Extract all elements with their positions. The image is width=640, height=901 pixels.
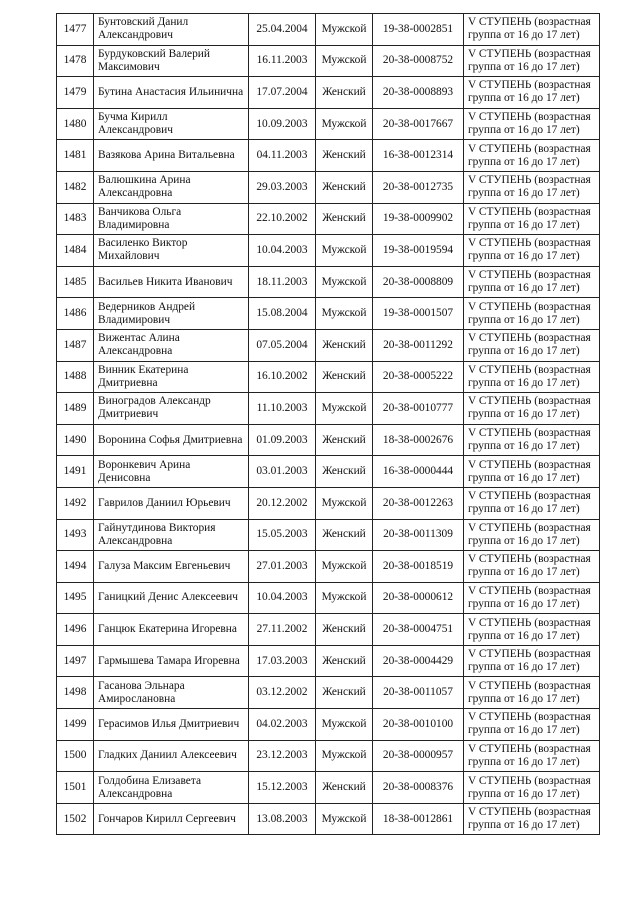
row-number-cell: 1480 [57, 108, 94, 140]
full-name-cell: Гончаров Кирилл Сергеевич [94, 803, 249, 835]
table-row [57, 803, 600, 835]
birth-date-cell: 13.08.2003 [249, 803, 316, 835]
full-name-cell: Голдобина Елизавета Александровна [94, 772, 249, 804]
birth-date-cell: 22.10.2002 [249, 203, 316, 235]
birth-date-cell: 15.05.2003 [249, 519, 316, 551]
birth-date-cell: 11.10.2003 [249, 393, 316, 425]
birth-date-cell: 23.12.2003 [249, 740, 316, 772]
table-row [57, 740, 600, 772]
stage-group-cell: V СТУПЕНЬ (возрастная группа от 16 до 17 лет) [464, 329, 600, 361]
full-name-cell: Гладких Даниил Алексеевич [94, 740, 249, 772]
uin-number-cell: 20-38-0012263 [373, 487, 464, 519]
stage-group-cell: V СТУПЕНЬ (возрастная группа от 16 до 17 лет) [464, 266, 600, 298]
gender-cell: Женский [316, 772, 373, 804]
gender-cell: Женский [316, 456, 373, 488]
birth-date-cell: 04.11.2003 [249, 140, 316, 172]
uin-number-cell: 20-38-0018519 [373, 551, 464, 583]
birth-date-cell: 10.04.2003 [249, 235, 316, 267]
gender-cell: Женский [316, 329, 373, 361]
gender-cell: Мужской [316, 551, 373, 583]
row-number-cell: 1497 [57, 645, 94, 677]
uin-number-cell: 19-38-0019594 [373, 235, 464, 267]
gender-cell: Мужской [316, 803, 373, 835]
uin-number-cell: 20-38-0000612 [373, 582, 464, 614]
stage-group-cell: V СТУПЕНЬ (возрастная группа от 16 до 17 лет) [464, 487, 600, 519]
stage-group-cell: V СТУПЕНЬ (возрастная группа от 16 до 17 лет) [464, 456, 600, 488]
full-name-cell: Василенко Виктор Михайлович [94, 235, 249, 267]
gender-cell: Женский [316, 77, 373, 109]
table-row [57, 45, 600, 77]
stage-group-cell: V СТУПЕНЬ (возрастная группа от 16 до 17 лет) [464, 235, 600, 267]
full-name-cell: Гармышева Тамара Игоревна [94, 645, 249, 677]
stage-group-cell: V СТУПЕНЬ (возрастная группа от 16 до 17 лет) [464, 361, 600, 393]
uin-number-cell: 19-38-0002851 [373, 14, 464, 46]
gender-cell: Мужской [316, 14, 373, 46]
row-number-cell: 1492 [57, 487, 94, 519]
birth-date-cell: 18.11.2003 [249, 266, 316, 298]
uin-number-cell: 19-38-0001507 [373, 298, 464, 330]
birth-date-cell: 04.02.2003 [249, 709, 316, 741]
full-name-cell: Бунтовский Данил Александрович [94, 14, 249, 46]
birth-date-cell: 03.12.2002 [249, 677, 316, 709]
gender-cell: Мужской [316, 235, 373, 267]
full-name-cell: Винник Екатерина Дмитриевна [94, 361, 249, 393]
gender-cell: Женский [316, 361, 373, 393]
stage-group-cell: V СТУПЕНЬ (возрастная группа от 16 до 17 лет) [464, 203, 600, 235]
birth-date-cell: 27.01.2003 [249, 551, 316, 583]
gender-cell: Мужской [316, 393, 373, 425]
birth-date-cell: 15.12.2003 [249, 772, 316, 804]
full-name-cell: Ганцюк Екатерина Игоревна [94, 614, 249, 646]
birth-date-cell: 10.09.2003 [249, 108, 316, 140]
full-name-cell: Бучма Кирилл Александрович [94, 108, 249, 140]
row-number-cell: 1482 [57, 171, 94, 203]
table-row [57, 235, 600, 267]
row-number-cell: 1496 [57, 614, 94, 646]
row-number-cell: 1489 [57, 393, 94, 425]
full-name-cell: Воронкевич Арина Денисовна [94, 456, 249, 488]
row-number-cell: 1491 [57, 456, 94, 488]
table-row [57, 298, 600, 330]
participants-table [56, 13, 600, 835]
uin-number-cell: 20-38-0011309 [373, 519, 464, 551]
uin-number-cell: 20-38-0004751 [373, 614, 464, 646]
full-name-cell: Бурдуковский Валерий Максимович [94, 45, 249, 77]
birth-date-cell: 20.12.2002 [249, 487, 316, 519]
full-name-cell: Бутина Анастасия Ильинична [94, 77, 249, 109]
full-name-cell: Гаврилов Даниил Юрьевич [94, 487, 249, 519]
stage-group-cell: V СТУПЕНЬ (возрастная группа от 16 до 17 лет) [464, 171, 600, 203]
row-number-cell: 1478 [57, 45, 94, 77]
stage-group-cell: V СТУПЕНЬ (возрастная группа от 16 до 17 лет) [464, 803, 600, 835]
table-row [57, 266, 600, 298]
table-row [57, 519, 600, 551]
table-row [57, 772, 600, 804]
full-name-cell: Ведерников Андрей Владимирович [94, 298, 249, 330]
stage-group-cell: V СТУПЕНЬ (возрастная группа от 16 до 17 лет) [464, 772, 600, 804]
table-row [57, 677, 600, 709]
stage-group-cell: V СТУПЕНЬ (возрастная группа от 16 до 17 лет) [464, 614, 600, 646]
birth-date-cell: 10.04.2003 [249, 582, 316, 614]
stage-group-cell: V СТУПЕНЬ (возрастная группа от 16 до 17 лет) [464, 582, 600, 614]
table-row [57, 487, 600, 519]
gender-cell: Женский [316, 614, 373, 646]
uin-number-cell: 20-38-0008809 [373, 266, 464, 298]
uin-number-cell: 18-38-0012861 [373, 803, 464, 835]
birth-date-cell: 01.09.2003 [249, 424, 316, 456]
uin-number-cell: 20-38-0008893 [373, 77, 464, 109]
uin-number-cell: 20-38-0005222 [373, 361, 464, 393]
row-number-cell: 1498 [57, 677, 94, 709]
stage-group-cell: V СТУПЕНЬ (возрастная группа от 16 до 17 лет) [464, 14, 600, 46]
full-name-cell: Воронина Софья Дмитриевна [94, 424, 249, 456]
row-number-cell: 1483 [57, 203, 94, 235]
gender-cell: Женский [316, 171, 373, 203]
row-number-cell: 1494 [57, 551, 94, 583]
gender-cell: Мужской [316, 487, 373, 519]
uin-number-cell: 20-38-0010777 [373, 393, 464, 425]
uin-number-cell: 20-38-0008752 [373, 45, 464, 77]
row-number-cell: 1500 [57, 740, 94, 772]
row-number-cell: 1493 [57, 519, 94, 551]
gender-cell: Мужской [316, 582, 373, 614]
table-row [57, 108, 600, 140]
uin-number-cell: 20-38-0011292 [373, 329, 464, 361]
gender-cell: Мужской [316, 298, 373, 330]
birth-date-cell: 15.08.2004 [249, 298, 316, 330]
table-row [57, 582, 600, 614]
gender-cell: Мужской [316, 108, 373, 140]
table-row [57, 14, 600, 46]
stage-group-cell: V СТУПЕНЬ (возрастная группа от 16 до 17 лет) [464, 424, 600, 456]
stage-group-cell: V СТУПЕНЬ (возрастная группа от 16 до 17 лет) [464, 108, 600, 140]
row-number-cell: 1481 [57, 140, 94, 172]
full-name-cell: Герасимов Илья Дмитриевич [94, 709, 249, 741]
birth-date-cell: 25.04.2004 [249, 14, 316, 46]
full-name-cell: Виноградов Александр Дмитриевич [94, 393, 249, 425]
table-row [57, 614, 600, 646]
table-row [57, 424, 600, 456]
uin-number-cell: 16-38-0012314 [373, 140, 464, 172]
table-row [57, 551, 600, 583]
birth-date-cell: 07.05.2004 [249, 329, 316, 361]
row-number-cell: 1488 [57, 361, 94, 393]
full-name-cell: Васильев Никита Иванович [94, 266, 249, 298]
gender-cell: Женский [316, 645, 373, 677]
table-row [57, 645, 600, 677]
gender-cell: Мужской [316, 266, 373, 298]
gender-cell: Женский [316, 140, 373, 172]
gender-cell: Женский [316, 203, 373, 235]
uin-number-cell: 16-38-0000444 [373, 456, 464, 488]
table-row [57, 456, 600, 488]
stage-group-cell: V СТУПЕНЬ (возрастная группа от 16 до 17 лет) [464, 140, 600, 172]
gender-cell: Мужской [316, 45, 373, 77]
row-number-cell: 1495 [57, 582, 94, 614]
table-row [57, 171, 600, 203]
row-number-cell: 1487 [57, 329, 94, 361]
uin-number-cell: 20-38-0008376 [373, 772, 464, 804]
stage-group-cell: V СТУПЕНЬ (возрастная группа от 16 до 17 лет) [464, 519, 600, 551]
row-number-cell: 1477 [57, 14, 94, 46]
stage-group-cell: V СТУПЕНЬ (возрастная группа от 16 до 17 лет) [464, 677, 600, 709]
full-name-cell: Вижентас Алина Александровна [94, 329, 249, 361]
stage-group-cell: V СТУПЕНЬ (возрастная группа от 16 до 17 лет) [464, 298, 600, 330]
uin-number-cell: 18-38-0002676 [373, 424, 464, 456]
table-row [57, 77, 600, 109]
birth-date-cell: 16.11.2003 [249, 45, 316, 77]
uin-number-cell: 20-38-0017667 [373, 108, 464, 140]
row-number-cell: 1490 [57, 424, 94, 456]
row-number-cell: 1486 [57, 298, 94, 330]
stage-group-cell: V СТУПЕНЬ (возрастная группа от 16 до 17 лет) [464, 709, 600, 741]
full-name-cell: Ванчикова Ольга Владимировна [94, 203, 249, 235]
uin-number-cell: 20-38-0004429 [373, 645, 464, 677]
row-number-cell: 1502 [57, 803, 94, 835]
birth-date-cell: 29.03.2003 [249, 171, 316, 203]
birth-date-cell: 17.03.2003 [249, 645, 316, 677]
gender-cell: Женский [316, 424, 373, 456]
gender-cell: Мужской [316, 740, 373, 772]
gender-cell: Мужской [316, 709, 373, 741]
full-name-cell: Вазякова Арина Витальевна [94, 140, 249, 172]
uin-number-cell: 20-38-0000957 [373, 740, 464, 772]
row-number-cell: 1484 [57, 235, 94, 267]
birth-date-cell: 03.01.2003 [249, 456, 316, 488]
table-body [57, 14, 600, 835]
gender-cell: Женский [316, 519, 373, 551]
table-row [57, 361, 600, 393]
stage-group-cell: V СТУПЕНЬ (возрастная группа от 16 до 17 лет) [464, 645, 600, 677]
birth-date-cell: 27.11.2002 [249, 614, 316, 646]
birth-date-cell: 16.10.2002 [249, 361, 316, 393]
uin-number-cell: 20-38-0012735 [373, 171, 464, 203]
full-name-cell: Ганицкий Денис Алексеевич [94, 582, 249, 614]
table-row [57, 709, 600, 741]
row-number-cell: 1499 [57, 709, 94, 741]
row-number-cell: 1501 [57, 772, 94, 804]
stage-group-cell: V СТУПЕНЬ (возрастная группа от 16 до 17 лет) [464, 740, 600, 772]
full-name-cell: Гайнутдинова Виктория Александровна [94, 519, 249, 551]
row-number-cell: 1485 [57, 266, 94, 298]
uin-number-cell: 20-38-0010100 [373, 709, 464, 741]
table-row [57, 203, 600, 235]
uin-number-cell: 19-38-0009902 [373, 203, 464, 235]
uin-number-cell: 20-38-0011057 [373, 677, 464, 709]
stage-group-cell: V СТУПЕНЬ (возрастная группа от 16 до 17 лет) [464, 393, 600, 425]
full-name-cell: Валюшкина Арина Александровна [94, 171, 249, 203]
stage-group-cell: V СТУПЕНЬ (возрастная группа от 16 до 17 лет) [464, 45, 600, 77]
gender-cell: Женский [316, 677, 373, 709]
full-name-cell: Гасанова Эльнара Амирослановна [94, 677, 249, 709]
stage-group-cell: V СТУПЕНЬ (возрастная группа от 16 до 17 лет) [464, 77, 600, 109]
table-row [57, 140, 600, 172]
stage-group-cell: V СТУПЕНЬ (возрастная группа от 16 до 17 лет) [464, 551, 600, 583]
full-name-cell: Галуза Максим Евгеньевич [94, 551, 249, 583]
row-number-cell: 1479 [57, 77, 94, 109]
birth-date-cell: 17.07.2004 [249, 77, 316, 109]
table-row [57, 329, 600, 361]
table-row [57, 393, 600, 425]
